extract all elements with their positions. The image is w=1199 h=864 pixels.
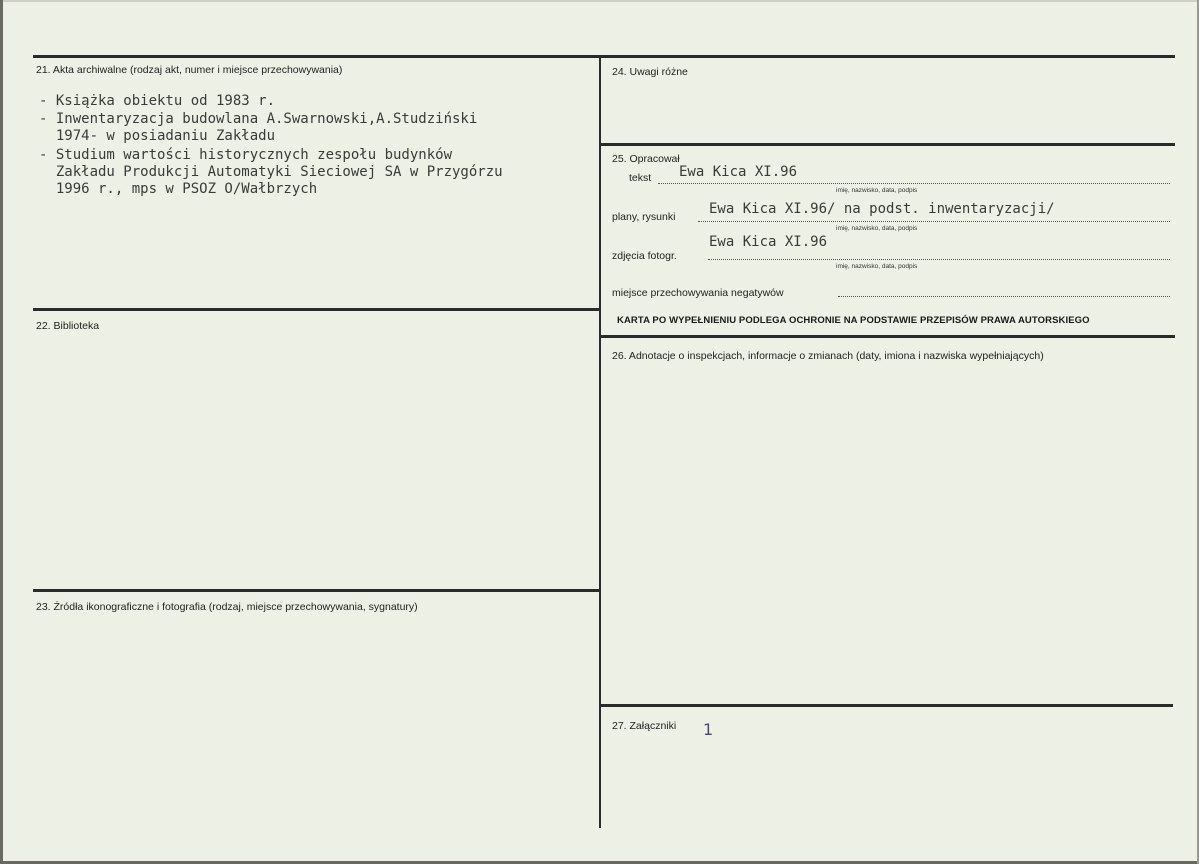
tekst-label: tekst [629,172,652,184]
tekst-dotline [658,183,1170,184]
top-rule [33,55,1175,58]
section-21-line-6: 1996 r., mps w PSOZ O/Wałbrzych [39,181,318,197]
section-21-line-3: 1974- w posiadaniu Zakładu [39,128,276,144]
rule-21-22 [33,308,600,311]
section-25-label: 25. Opracował [612,153,680,165]
center-divider [599,56,601,828]
zdjecia-value: Ewa Kica XI.96 [709,234,828,250]
tekst-value: Ewa Kica XI.96 [679,164,798,180]
negatywy-label: miejsce przechowywania negatywów [612,287,784,299]
section-21-line-2: - Inwentaryzacja budowlana A.Swarnowski,A.Studziński [39,111,478,127]
plany-caption: imię, nazwisko, data, podpis [836,225,918,232]
section-23-label: 23. Źródła ikonograficzne i fotografia (rodzaj, miejsce przechowywania, sygnatury) [36,601,418,613]
zdjecia-dotline [708,259,1170,260]
copyright-note: KARTA PO WYPEŁNIENIU PODLEGA OCHRONIE NA PODSTAWIE PRZEPISÓW PRAWA AUTORSKIEGO [617,315,1090,326]
section-21-label: 21. Akta archiwalne (rodzaj akt, numer i miejsce przechowywania) [36,64,343,76]
rule-26-27 [601,704,1173,707]
section-21-line-4: - Studium wartości historycznych zespołu budynków [39,147,453,163]
zdjecia-label: zdjęcia fotogr. [612,250,677,262]
plany-dotline [698,221,1170,222]
tekst-caption: imię, nazwisko, data, podpis [836,187,918,194]
section-27-value: 1 [703,720,714,739]
rule-24-25 [601,143,1175,146]
rule-22-23 [33,589,600,592]
section-22-label: 22. Biblioteka [36,320,100,332]
rule-25-26 [601,335,1175,338]
plany-label: plany, rysunki [612,211,676,223]
section-21-line-5: Zakładu Produkcji Automatyki Sieciowej SA w Przygórzu [39,164,503,180]
sheet-top-edge [3,0,1199,2]
negatywy-dotline [838,296,1170,297]
zdjecia-caption: imię, nazwisko, data, podpis [836,263,918,270]
plany-value: Ewa Kica XI.96/ na podst. inwentaryzacji/ [709,201,1055,217]
section-27-label: 27. Załączniki [612,720,677,732]
section-26-label: 26. Adnotacje o inspekcjach, informacje o zmianach (daty, imiona i nazwiska wypełniających) [612,350,1044,362]
section-24-label: 24. Uwagi różne [612,66,688,78]
section-21-line-1: - Książka obiektu od 1983 r. [39,93,276,109]
